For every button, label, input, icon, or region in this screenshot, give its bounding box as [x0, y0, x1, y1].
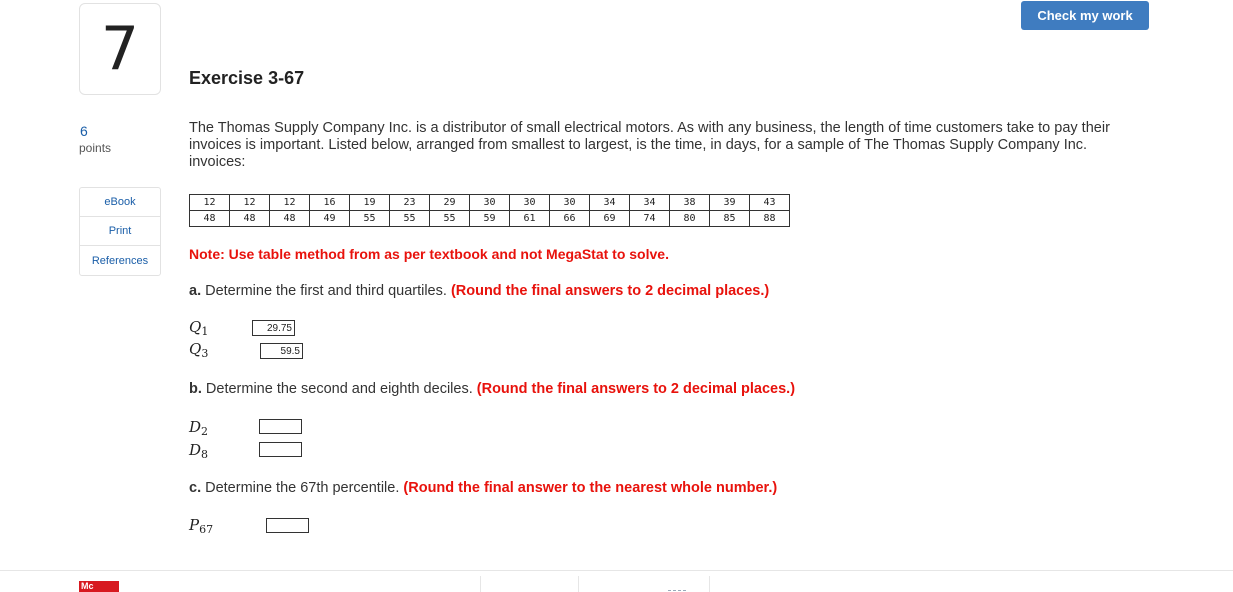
- question-number: 7: [100, 14, 140, 84]
- q1-answer-input[interactable]: [252, 320, 295, 336]
- footer-separator: [709, 576, 710, 592]
- references-link[interactable]: References: [91, 254, 149, 267]
- p67-symbol: P: [189, 516, 200, 534]
- d2-subscript: 2: [201, 425, 209, 438]
- table-cell: 61: [510, 211, 550, 227]
- table-cell: 55: [390, 211, 430, 227]
- table-cell: 55: [430, 211, 470, 227]
- part-b-letter: b.: [189, 381, 202, 397]
- part-c-text: Determine the 67th percentile.: [201, 480, 404, 496]
- part-a-instruction: (Round the final answers to 2 decimal places.): [450, 283, 770, 299]
- d8-answer-input[interactable]: [259, 442, 302, 457]
- d2-answer-input[interactable]: [259, 419, 302, 434]
- part-c-instruction: (Round the final answer to the nearest whole number.): [403, 480, 778, 496]
- d2-label: [189, 418, 208, 438]
- note-text: Note: Use table method from as per textbook and not MegaStat to solve.: [189, 246, 669, 262]
- table-cell: 48: [230, 211, 270, 227]
- part-a-text: Determine the first and third quartiles.: [201, 283, 451, 299]
- p67-label: [189, 516, 213, 536]
- table-cell: 85: [710, 211, 750, 227]
- table-cell: 12: [190, 195, 230, 211]
- table-cell: 34: [590, 195, 630, 211]
- table-cell: 34: [630, 195, 670, 211]
- print-link[interactable]: Print: [80, 217, 160, 246]
- table-cell: 12: [230, 195, 270, 211]
- table-row: [190, 211, 790, 227]
- table-cell: 30: [510, 195, 550, 211]
- table-cell: 19: [350, 195, 390, 211]
- table-cell: 39: [710, 195, 750, 211]
- part-c-prompt: [189, 480, 777, 496]
- q1-subscript: 1: [201, 325, 209, 338]
- mcgraw-hill-logo: Mc: [79, 581, 119, 592]
- footer-divider: [0, 570, 1233, 571]
- table-cell: 30: [470, 195, 510, 211]
- part-a-letter: a.: [189, 283, 202, 299]
- q3-subscript: 3: [201, 347, 209, 360]
- question-number-box: [79, 3, 161, 95]
- q3-answer-input[interactable]: [260, 343, 303, 359]
- table-cell: 55: [350, 211, 390, 227]
- part-a-prompt: [189, 283, 769, 299]
- part-c-letter: c.: [189, 480, 202, 496]
- table-cell: 43: [750, 195, 790, 211]
- d8-label: [189, 441, 208, 461]
- footer-separator: [578, 576, 579, 592]
- footer-separator: [480, 576, 481, 592]
- table-cell: 12: [270, 195, 310, 211]
- table-cell: 48: [270, 211, 310, 227]
- q3-label: [189, 340, 208, 360]
- table-cell: 38: [670, 195, 710, 211]
- exercise-title: Exercise 3-67: [189, 68, 305, 88]
- problem-statement: The Thomas Supply Company Inc. is a distributor of small electrical motors. As with any business, the length of time customers take to pay their invoices is important. Listed below, arranged from smallest to largest, is the time, in days, for a sample of The Thomas Supply Company Inc. invoices:: [189, 120, 1110, 170]
- table-cell: 29: [430, 195, 470, 211]
- table-cell: 69: [590, 211, 630, 227]
- part-b-instruction: (Round the final answers to 2 decimal places.): [476, 381, 796, 397]
- d8-subscript: 8: [201, 448, 209, 461]
- table-cell: 80: [670, 211, 710, 227]
- table-cell: 88: [750, 211, 790, 227]
- part-b-prompt: [189, 381, 795, 397]
- points-label: points: [79, 141, 112, 155]
- check-my-work-button[interactable]: Check my work: [1021, 1, 1149, 30]
- table-cell: 49: [310, 211, 350, 227]
- table-cell: 48: [190, 211, 230, 227]
- points-value: 6: [80, 123, 88, 139]
- q3-symbol: Q: [189, 340, 202, 358]
- table-cell: 74: [630, 211, 670, 227]
- invoice-days-table: [189, 194, 790, 227]
- table-cell: 59: [470, 211, 510, 227]
- part-b-text: Determine the second and eighth deciles.: [201, 381, 477, 397]
- table-cell: 30: [550, 195, 590, 211]
- table-cell: 66: [550, 211, 590, 227]
- table-row: [190, 195, 790, 211]
- d8-symbol: D: [189, 441, 202, 459]
- p67-subscript: 67: [199, 523, 214, 536]
- q1-label: [189, 318, 208, 338]
- ebook-link[interactable]: eBook: [80, 188, 160, 217]
- resource-links: [79, 187, 161, 276]
- q1-symbol: Q: [189, 318, 202, 336]
- d2-symbol: D: [189, 418, 202, 436]
- table-cell: 16: [310, 195, 350, 211]
- table-cell: 23: [390, 195, 430, 211]
- p67-answer-input[interactable]: [266, 518, 309, 533]
